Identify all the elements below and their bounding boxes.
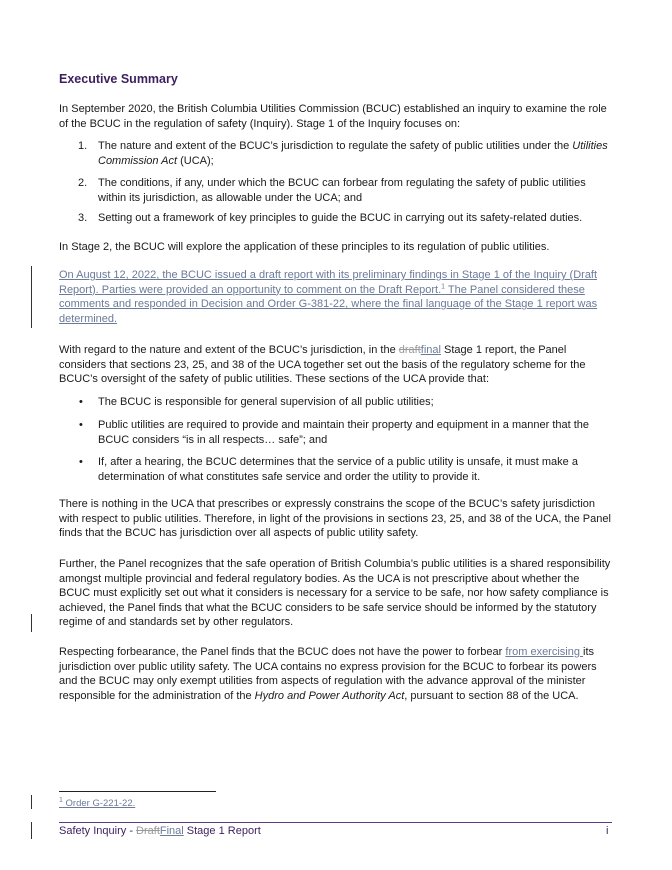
intro-paragraph: In September 2020, the British Columbia Utilities Commission (BCUC) established an inquiry to examine the role of the BCUC in the regulation of safety (Inquiry). Stage 1 of the Inquiry focuses on: [59, 103, 607, 130]
list-item: The nature and extent of the BCUC’s jurisdiction to regulate the safety of public utilities under the Utilities Commission Act (UCA); [98, 140, 608, 167]
change-bar [31, 266, 32, 328]
bullet-item: Public utilities are required to provide and maintain their property and equipment in a manner that the BCUC considers “is in all respects… safe”; and [98, 419, 590, 446]
list-item: The conditions, if any, under which the BCUC can forbear from regulating the safety of public utilities within its jurisdiction, as allowable under the UCA; and [98, 177, 586, 204]
list-number: 3. [78, 212, 88, 224]
bullet-icon: • [79, 456, 83, 468]
scope-paragraph: There is nothing in the UCA that prescribes or expressly constrains the scope of the BCUC’s safety jurisdiction with respect to public utilities. Therefore, in light of the provisions in sections 23, 25, and 38 of the UCA, the Panel finds that the BCUC has jurisdiction over all aspects of public utility safety. [59, 498, 611, 540]
list-number: 1. [78, 140, 88, 152]
draft-report-paragraph: On August 12, 2022, the BCUC issued a draft report with its preliminary findings in Stage 1 of the Inquiry (Draft Report). Parties were provided an opportunity to comment on the Draft Report.$^1$ The Panel considered these comments and responded in Decision and Order G-381-22, where the final language of the Stage 1 report was determined. [59, 269, 598, 325]
bullet-icon: • [79, 419, 83, 431]
list-item: Setting out a framework of key principles to guide the BCUC in carrying out its safety-related duties. [98, 212, 583, 224]
page-footer: Safety Inquiry - DraftFinal Stage 1 Report [59, 825, 261, 837]
shared-responsibility-paragraph: Further, the Panel recognizes that the safe operation of British Columbia’s public utilities is a shared responsibility amongst multiple provincial and federal regulatory bodies. As the UCA is not prescriptive about whether the BCUC must explicitly set out what it considers is necessary for a service to be safe, nor how safety compliance is achieved, the Panel finds that what the BCUC considers to be safe service should be informed by the statutory regime of and standards set by other regulators. [59, 558, 611, 629]
stage2-paragraph: In Stage 2, the BCUC will explore the application of these principles to its regulation of public utilities. [59, 241, 550, 253]
executive-summary-heading: Executive Summary [59, 72, 178, 86]
footnote-separator [59, 791, 216, 792]
jurisdiction-paragraph: With regard to the nature and extent of the BCUC’s jurisdiction, in the draftfinal Stage 1 report, the Panel considers that sections 23, 25, and 38 of the UCA together set out the basis of the regulatory scheme for the BCUC’s oversight of the safety of public utilities. These sections of the UCA provide that: [59, 344, 586, 386]
footnote-ref[interactable]: 1 [441, 282, 446, 290]
bullet-icon: • [79, 396, 83, 408]
change-bar [31, 795, 32, 809]
list-number: 2. [78, 177, 88, 189]
page-number: i [606, 825, 609, 837]
bullet-item: The BCUC is responsible for general supervision of all public utilities; [98, 396, 434, 408]
bullet-item: If, after a hearing, the BCUC determines that the service of a public utility is unsafe, it must make a determination of what constitutes safe service and order the utility to provide it. [98, 456, 578, 483]
footer-divider [59, 822, 612, 823]
forbearance-paragraph: Respecting forbearance, the Panel finds that the BCUC does not have the power to forbear from exercising its jurisdiction over public utility safety. The UCA contains no express provision for the BCUC to forbear its powers and the BCUC may only exempt utilities from aspects of regulation with the advance approval of the minister responsible for the administration of the Hydro and Power Authority Act, pursuant to section 88 of the UCA. [59, 646, 597, 702]
change-bar [31, 614, 32, 632]
footnote: $^1$ Order G-221-22. [59, 796, 136, 809]
change-bar [31, 822, 32, 839]
